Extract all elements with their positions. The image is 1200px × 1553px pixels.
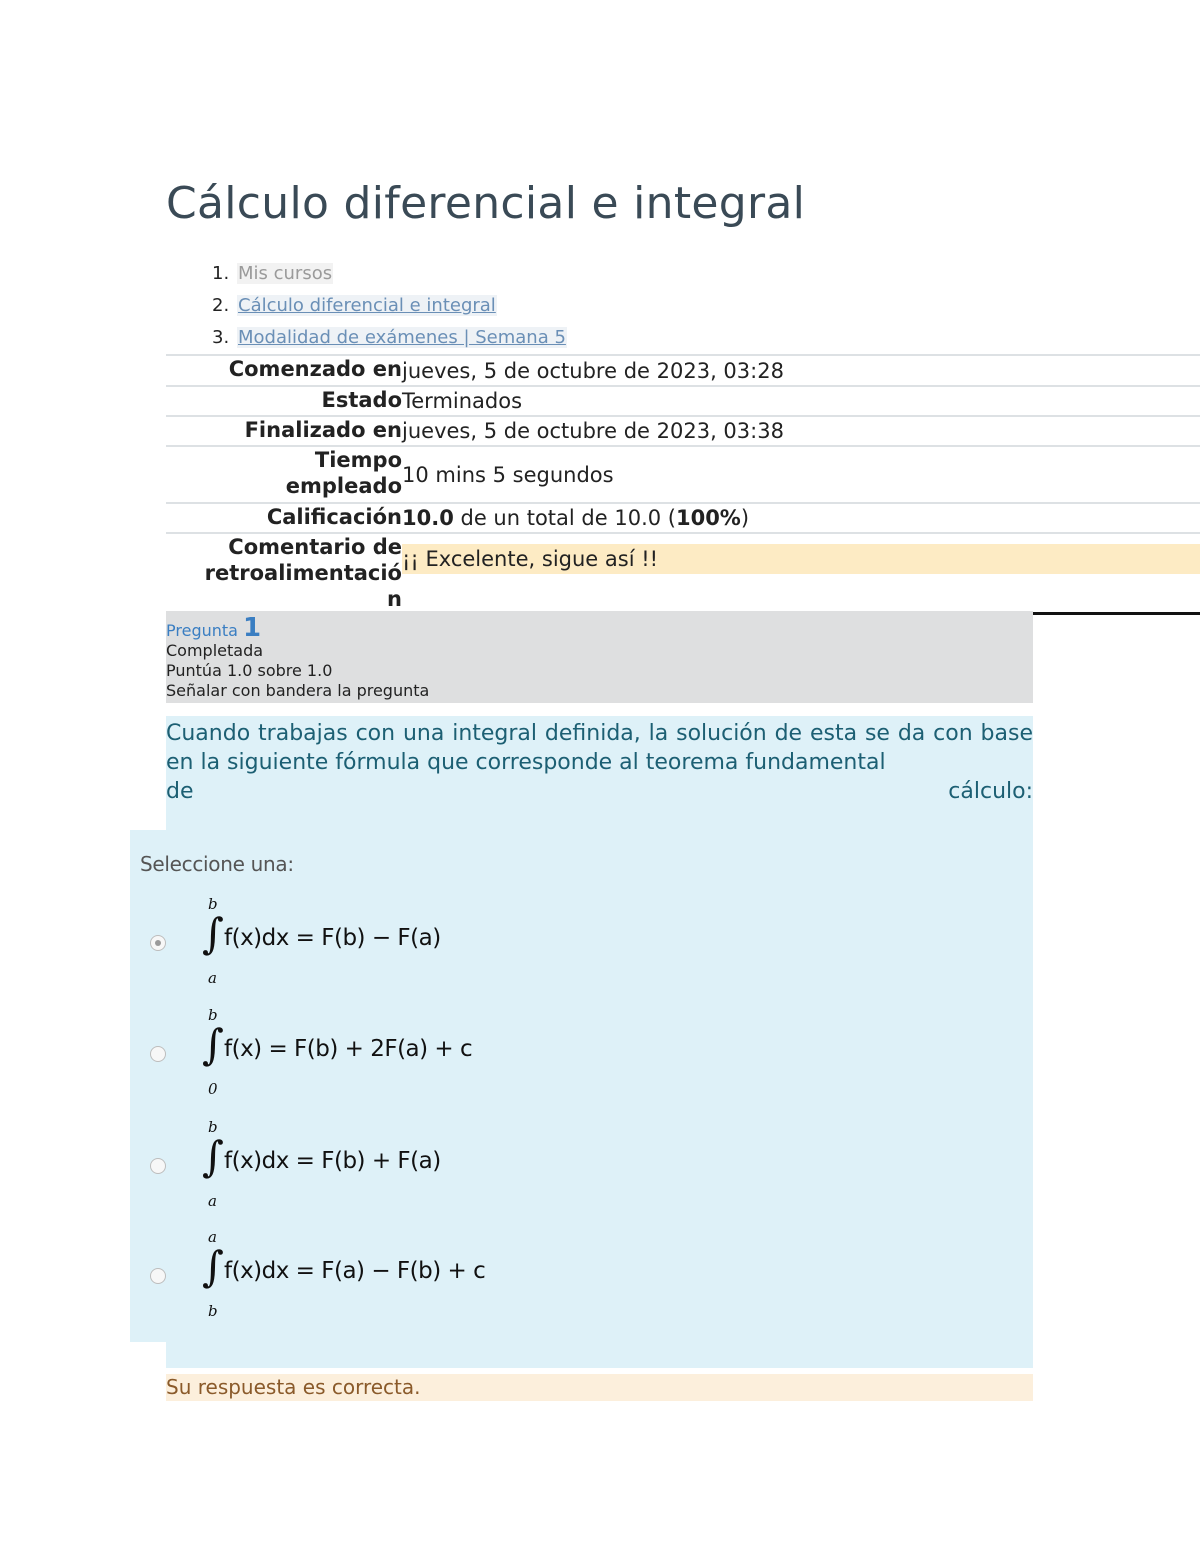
upper-limit: b [208, 1006, 218, 1024]
breadcrumb-link-exam-mode[interactable]: Modalidad de exámenes | Semana 5 [238, 327, 566, 348]
breadcrumb-number: 3. [212, 327, 230, 348]
select-one-label: Seleccione una: [140, 852, 294, 876]
started-value: jueves, 5 de octubre de 2023, 03:28 [402, 358, 784, 383]
radio-button[interactable] [150, 1046, 166, 1062]
question-label: Pregunta [166, 621, 244, 640]
page-title: Cálculo diferencial e integral [166, 178, 806, 229]
integral-icon: ∫ [202, 909, 224, 958]
radio-button[interactable] [150, 1268, 166, 1284]
finished-value: jueves, 5 de octubre de 2023, 03:38 [402, 419, 784, 443]
integral-icon: ∫ [202, 1132, 224, 1181]
breadcrumb-item-course [212, 290, 567, 322]
upper-limit: b [208, 1118, 218, 1136]
finished-label: Finalizado en [244, 418, 402, 442]
formula-option-3 [202, 1118, 542, 1218]
breadcrumb-link-course[interactable]: Cálculo diferencial e integral [238, 295, 496, 316]
formula-expression: f(x)dx = F(b) + F(a) [224, 1148, 441, 1174]
feedback-value: ¡¡ Excelente, sigue así !! [402, 544, 1200, 574]
grade-percent: 100% [675, 506, 741, 530]
time-value: 10 mins 5 segundos [402, 462, 614, 487]
radio-button[interactable] [150, 1158, 166, 1174]
breadcrumb-number: 2. [212, 295, 230, 316]
summary-row-state [166, 385, 1200, 415]
state-label: Estado [321, 388, 402, 412]
question-number [166, 611, 1033, 641]
grade-value [402, 504, 1200, 532]
breadcrumb [212, 258, 567, 354]
question-prompt-de: de [166, 779, 194, 804]
upper-limit: a [208, 1228, 217, 1246]
radio-button-selected[interactable] [150, 935, 166, 951]
breadcrumb-item-exam-mode [212, 322, 567, 354]
summary-row-grade [166, 502, 1200, 532]
summary-row-finished [166, 415, 1200, 445]
grade-total: de un total de 10.0 ( [453, 506, 676, 530]
time-label [166, 447, 402, 502]
question-prompt [166, 716, 1033, 806]
formula-expression: f(x)dx = F(a) − F(b) + c [224, 1258, 486, 1284]
feedback-label-line-3: n [387, 587, 402, 611]
question-prompt-last-line [166, 777, 1033, 806]
question-number-value: 1 [243, 613, 262, 643]
time-label-line-1: Tiempo [314, 448, 402, 472]
question-score: Puntúa 1.0 sobre 1.0 [166, 661, 333, 680]
breadcrumb-link-mis-cursos[interactable]: Mis cursos [238, 263, 333, 284]
attempt-summary-table [166, 354, 1200, 615]
started-label: Comenzado en [228, 357, 402, 381]
lower-limit: a [208, 1192, 217, 1210]
question-state: Completada [166, 641, 264, 660]
question-prompt-calculo: cálculo: [948, 779, 1033, 804]
question-prompt-text: Cuando trabajas con una integral definida, la solución de esta se da con base en la siguiente fórmula que corresponde al teorema fundamental [166, 721, 1033, 775]
feedback-label-line-2: retroalimentació [204, 561, 402, 585]
summary-row-feedback [166, 532, 1200, 615]
integral-icon: ∫ [202, 1020, 224, 1069]
formula-option-1 [202, 895, 542, 995]
question-info-panel [166, 611, 1033, 703]
lower-limit: b [208, 1302, 218, 1320]
formula-expression: f(x) = F(b) + 2F(a) + c [224, 1036, 473, 1062]
formula-expression: f(x)dx = F(b) − F(a) [224, 925, 441, 951]
grade-close: ) [740, 506, 750, 530]
time-label-line-2: empleado [285, 474, 402, 498]
upper-limit: b [208, 895, 218, 913]
breadcrumb-number: 1. [212, 263, 230, 284]
answer-result-message: Su respuesta es correcta. [166, 1374, 1033, 1401]
flag-question-link[interactable]: Señalar con bandera la pregunta [166, 681, 430, 700]
feedback-cell [402, 534, 1200, 612]
integral-icon: ∫ [202, 1242, 224, 1291]
grade-score: 10.0 [402, 506, 454, 530]
state-value: Terminados [402, 389, 523, 413]
formula-option-2 [202, 1006, 542, 1106]
summary-row-started [166, 354, 1200, 385]
summary-row-time [166, 445, 1200, 502]
feedback-label-line-1: Comentario de [228, 535, 402, 559]
lower-limit: a [208, 969, 217, 987]
feedback-label [166, 534, 402, 612]
breadcrumb-item-mis-cursos [212, 258, 567, 290]
lower-limit: 0 [208, 1080, 218, 1098]
formula-option-4 [202, 1228, 542, 1328]
grade-label: Calificación [266, 505, 402, 529]
